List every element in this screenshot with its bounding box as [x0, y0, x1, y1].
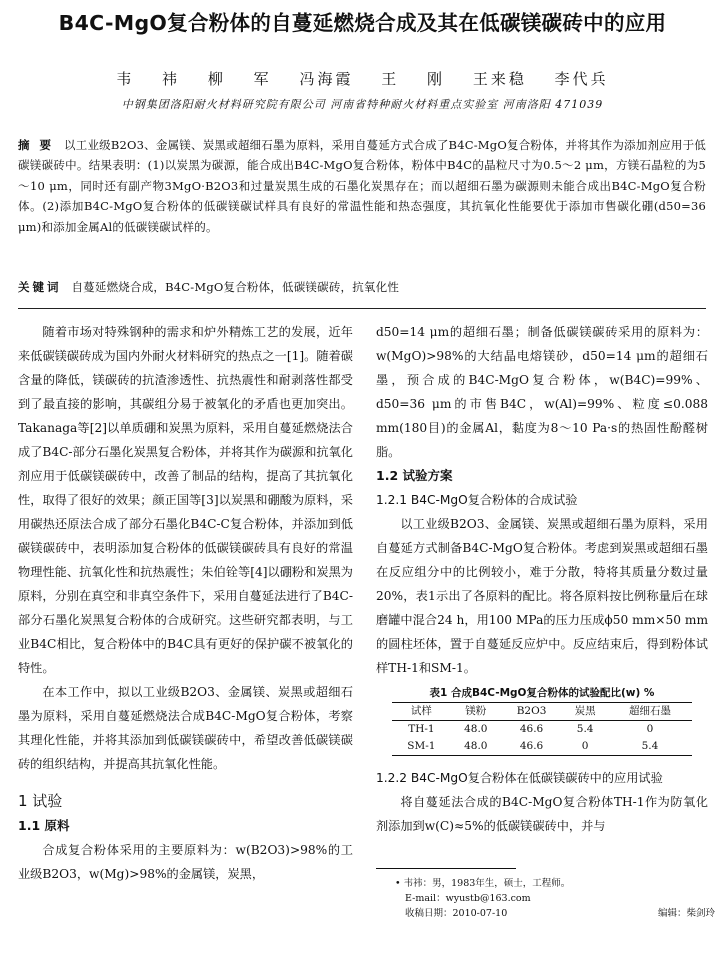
- footnote: [395, 876, 715, 921]
- table-cell: TH-1: [408, 723, 435, 735]
- table-cell: 48.0: [464, 723, 488, 735]
- left-column: [18, 320, 353, 886]
- table-header: 炭黑: [562, 703, 608, 721]
- subsubsection-heading: 1.2.1 B4C-MgO复合粉体的合成试验: [376, 493, 578, 507]
- author-name: 韦 祎: [116, 70, 181, 88]
- table-caption: 表1 合成B4C-MgO复合粉体的试验配比(w) %: [429, 687, 655, 699]
- table-cell: 0: [646, 723, 654, 735]
- table-cell: SM-1: [392, 738, 451, 756]
- body-paragraph: 合成复合粉体采用的主要原料为：w(B2O3)>98%的工业级B2O3，w(Mg)>98%的金属镁，炭黑，: [18, 843, 353, 881]
- affiliation: 中钢集团洛阳耐火材料研究院有限公司 河南省特种耐火材料重点实验室 河南洛阳 471039: [121, 98, 604, 111]
- author-name: 冯海霞: [299, 70, 354, 88]
- table-header: 镁粉: [451, 703, 501, 721]
- abstract-label: 摘 要: [18, 138, 55, 152]
- subsubsection-heading: 1.2.2 B4C-MgO复合粉体在低碳镁碳砖中的应用试验: [376, 771, 663, 785]
- table-cell: 0: [562, 738, 608, 756]
- ratio-table: [392, 702, 692, 756]
- table-cell: 46.6: [501, 738, 563, 756]
- body-paragraph: d50=14 μm的超细石墨；制备低碳镁碳砖采用的原料为：w(MgO)>98%的大结晶电熔镁砂，d50=14 μm的超细石墨，预合成的B4C-MgO复合粉体，w(B4C)=99%、d50=36 μm的市售B4C，w(Al)=99%、粒度≤0.088 mm(180目)的金属Al，黏度为8～10 Pa·s的热固性酚醛树脂。: [376, 325, 708, 459]
- table-header: 试样: [392, 703, 451, 721]
- section-divider: [18, 308, 706, 309]
- paper-title: B4C-MgO复合粉体的自蔓延燃烧合成及其在低碳镁碳砖中的应用: [58, 11, 667, 35]
- footnote-editor: 编辑：柴剑玲: [657, 908, 715, 919]
- author-name: 王 刚: [381, 70, 446, 88]
- keywords: [18, 279, 706, 295]
- table-row: [392, 738, 692, 756]
- footnote-divider: [376, 868, 516, 869]
- keywords-label: 关键词: [18, 280, 62, 294]
- abstract-text: 以工业级B2O3、金属镁、炭黑或超细石墨为原料，采用自蔓延方式合成了B4C-MgO复合粉体，并将其作为添加剂应用于低碳镁碳砖中。结果表明：(1)以炭黑为碳源，能合成出B4C-MgO复合粉体，粉体中B4C的晶粒尺寸为0.5～2 μm，方镁石晶粒的为5～10 μm，同时还有副产物3MgO·B2O3和过量炭黑生成的石墨化炭黑存在；而以超细石墨为碳源则未能合成出B4C-MgO复合粉体。(2)添加B4C-MgO复合粉体的低碳镁碳试样具有良好的常温性能和热态强度，其抗氧化性能要优于添加市售碳化硼(d50=36 μm)和添加金属Al的低碳镁碳试样的。: [18, 138, 706, 234]
- table-cell: 46.6: [519, 723, 544, 735]
- body-paragraph: 在本工作中，拟以工业级B2O3、金属镁、炭黑或超细石墨为原料，采用自蔓延燃烧法合成B4C-MgO复合粉体，考察其理化性能，并将其添加到低碳镁碳砖中，希望改善低碳镁碳砖的组织结构，并提高其抗氧化性能。: [18, 685, 353, 771]
- table-header-row: [392, 703, 692, 721]
- body-paragraph: 将自蔓延法合成的B4C-MgO复合粉体TH-1作为防氧化剂添加到w(C)≈5%的低碳镁碳砖中，并与: [376, 795, 708, 833]
- keywords-text: 自蔓延燃烧合成，B4C-MgO复合粉体，低碳镁碳砖，抗氧化性: [71, 280, 400, 294]
- table-cell: 5.4: [576, 723, 594, 735]
- author-name: 柳 军: [207, 70, 272, 88]
- author-list: [0, 68, 725, 89]
- section-heading: 1 试验: [18, 792, 63, 810]
- table-header: B2O3: [501, 703, 563, 721]
- abstract: [18, 135, 706, 237]
- table-header: 超细石墨: [608, 703, 692, 721]
- footnote-received: 收稿日期：2010-07-10: [405, 908, 508, 919]
- subsection-heading: 1.2 试验方案: [376, 468, 453, 483]
- subsection-heading: 1.1 原料: [18, 818, 70, 833]
- table-cell: 5.4: [608, 738, 692, 756]
- author-name: 李代兵: [554, 70, 609, 88]
- footnote-email: E-mail：wyustb@163.com: [405, 893, 531, 904]
- body-paragraph: 随着市场对特殊钢种的需求和炉外精炼工艺的发展，近年来低碳镁碳砖成为国内外耐火材料研究的热点之一[1]。随着碳含量的降低，镁碳砖的抗渣渗透性、抗热震性和耐剥落性都受到了最直接的影响，其碳组分易于被氧化的矛盾也更加突出。Takanaga等[2]以单质硼和炭黑为原料，采用自蔓延燃烧法合成了B4C-部分石墨化炭黑复合粉体，并将其作为碳源和抗氧化剂应用于低碳镁碳砖中，改善了制品的结构，提高了其抗氧化性，取得了很好的效果；颜正国等[3]以炭黑和硼酸为原料，采用碳热还原法合成了部分石墨化B4C-C复合粉体，并添加到低碳镁碳砖中，表明添加复合粉体的低碳镁碳砖具有良好的常温物理性能、抗氧化性和抗热震性；朱伯铨等[4]以硼粉和炭黑为原料，分别在真空和非真空条件下，采用自蔓延法进行了B4C-部分石墨化炭黑复合粉体的合成研究。这些研究都表明，与工业B4C相比，复合粉体中的B4C具有更好的保护碳不被氧化的特性。: [18, 325, 353, 675]
- right-column: [376, 320, 708, 838]
- author-name: 王来稳: [472, 70, 527, 88]
- body-paragraph: 以工业级B2O3、金属镁、炭黑或超细石墨为原料，采用自蔓延方式制备B4C-MgO复合粉体。考虑到炭黑或超细石墨在反应组分中的比例较小，难于分散，特将其质量分数过量20%，表1示出了各原料的配比。将各原料按比例称量后在球磨罐中混合24 h，用100 MPa的压力压成ϕ50 mm×50 mm的圆柱坯体，置于自蔓延反应炉中。反应结束后，得到粉体试样TH-1和SM-1。: [376, 517, 708, 675]
- footnote-author: • 韦祎：男，1983年生，硕士，工程师。: [395, 878, 571, 889]
- table-cell: 48.0: [451, 738, 501, 756]
- table-row: [392, 721, 692, 739]
